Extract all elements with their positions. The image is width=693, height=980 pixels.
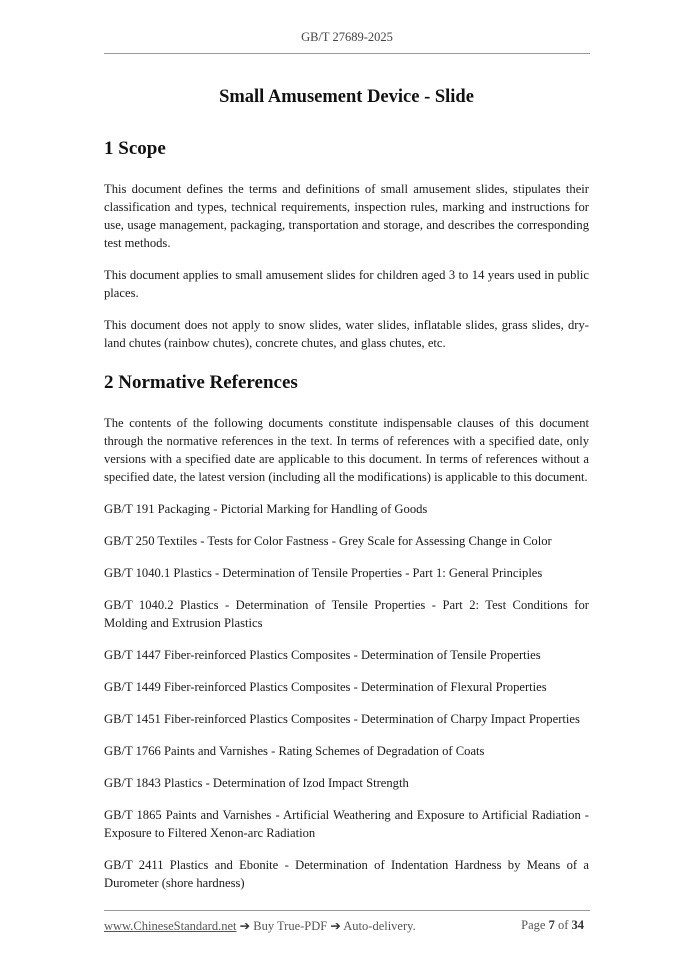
footer-promo (104, 918, 416, 934)
document-code: GB/T 27689-2025 (301, 30, 393, 44)
page-body (104, 86, 589, 906)
reference-item: GB/T 250 Textiles - Tests for Color Fastness - Grey Scale for Assessing Change in Color (104, 534, 552, 548)
scope-paragraph: This document does not apply to snow slides, water slides, inflatable slides, grass slides, dry-land chutes (rainbow chutes), concrete chutes, and glass chutes, etc. (104, 318, 589, 350)
page-header (104, 30, 590, 45)
page-label: Page (521, 918, 549, 932)
reference-item: GB/T 1766 Paints and Varnishes - Rating Schemes of Degradation of Coats (104, 744, 485, 758)
page-indicator (521, 918, 584, 933)
scope-paragraph: This document applies to small amusement slides for children aged 3 to 14 years used in public places. (104, 268, 589, 300)
reference-item: GB/T 191 Packaging - Pictorial Marking for Handling of Goods (104, 502, 428, 516)
reference-item: GB/T 1040.1 Plastics - Determination of Tensile Properties - Part 1: General Principles (104, 566, 543, 580)
section-heading-normative-references: 2 Normative References (104, 372, 298, 393)
references-intro-paragraph: The contents of the following documents constitute indispensable clauses of this document through the normative references in the text. In terms of references with a specified date, only versions with a specified date are applicable to this document. In terms of references without a specified date, the latest version (including all the modifications) is applicable to this document. (104, 416, 589, 484)
document-title: Small Amusement Device - Slide (219, 87, 474, 107)
site-link[interactable]: www.ChineseStandard.net (104, 919, 237, 933)
reference-list (104, 500, 589, 892)
right-arrow-icon: ➔ (330, 919, 341, 933)
reference-item: GB/T 1451 Fiber-reinforced Plastics Composites - Determination of Charpy Impact Properties (104, 712, 580, 726)
footer-divider (104, 910, 590, 911)
reference-item: GB/T 1449 Fiber-reinforced Plastics Composites - Determination of Flexural Properties (104, 680, 547, 694)
header-divider (104, 53, 590, 54)
total-pages-number: 34 (571, 918, 584, 932)
reference-item: GB/T 1865 Paints and Varnishes - Artificial Weathering and Exposure to Artificial Radiation - Exposure to Filtered Xenon-arc Radiation (104, 808, 589, 840)
reference-item: GB/T 1843 Plastics - Determination of Izod Impact Strength (104, 776, 409, 790)
reference-item: GB/T 1447 Fiber-reinforced Plastics Composites - Determination of Tensile Properties (104, 648, 541, 662)
section-heading-scope: 1 Scope (104, 138, 166, 159)
right-arrow-icon: ➔ (239, 919, 251, 933)
buy-pdf-text: Buy True-PDF (250, 919, 331, 933)
reference-item: GB/T 2411 Plastics and Ebonite - Determination of Indentation Hardness by Means of a Durometer (shore hardness) (104, 858, 589, 890)
scope-paragraph: This document defines the terms and definitions of small amusement slides, stipulates their classification and types, technical requirements, inspection rules, marking and instructions for use, usage management, packaging, transportation and storage, and describes the corresponding test methods. (104, 182, 589, 250)
auto-delivery-text: Auto-delivery. (340, 919, 416, 933)
page-of-label: of (554, 918, 572, 932)
reference-item: GB/T 1040.2 Plastics - Determination of Tensile Properties - Part 2: Test Conditions for Molding and Extrusion Plastics (104, 598, 589, 630)
current-page-number: 7 (548, 918, 555, 932)
